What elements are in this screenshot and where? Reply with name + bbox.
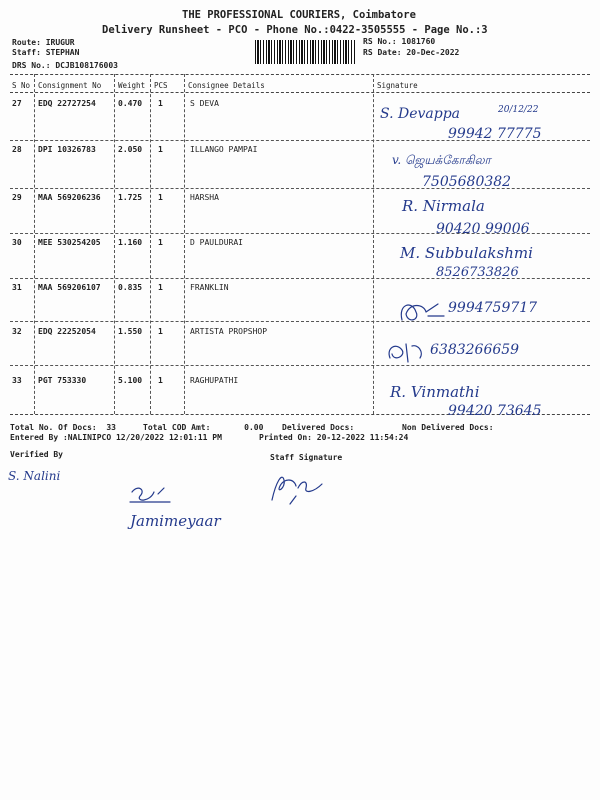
row-pcs: 1 — [158, 327, 163, 336]
table-top-rule — [10, 74, 590, 75]
rs-number: RS No.: 1081760 — [363, 37, 436, 46]
row-consignee: ARTISTA PROPSHOP — [190, 327, 268, 336]
company-title: THE PROFESSIONAL COURIERS, Coimbatore — [182, 9, 416, 21]
row-consignee: FRANKLIN — [190, 283, 229, 292]
printed-on: Printed On: 20-12-2022 11:54:24 — [259, 433, 409, 442]
row-sno: 31 — [12, 283, 22, 292]
row-weight: 1.550 — [118, 327, 143, 336]
signature-row-27 — [378, 98, 588, 148]
col-separator — [184, 74, 185, 414]
col-separator — [114, 74, 115, 414]
staff-signature-scribble — [266, 466, 346, 510]
total-cod: Total COD Amt: 0.00 — [143, 423, 264, 432]
delivered-docs: Delivered Docs: — [282, 423, 355, 432]
row-consignment: MAA 569206107 — [38, 283, 101, 292]
col-separator — [373, 74, 374, 414]
row-weight: 2.050 — [118, 145, 143, 154]
signature-row-28 — [378, 146, 588, 194]
signature-scribble — [401, 304, 444, 320]
col-header-signature: Signature — [377, 81, 418, 90]
row-weight: 0.835 — [118, 283, 143, 292]
row-consignee: ILLANGO PAMPAI — [190, 145, 258, 154]
route-label: Route: IRUGUR — [12, 38, 75, 47]
signature-phone: 7505680382 — [422, 174, 512, 190]
row-pcs: 1 — [158, 193, 163, 202]
col-header-pcs: PCS — [154, 81, 168, 90]
signature-phone: 6383266659 — [430, 342, 520, 358]
signature-scribble — [389, 344, 421, 362]
row-sno: 33 — [12, 376, 22, 385]
signature-name: R. Vinmathi — [390, 383, 480, 401]
signature-scribble — [130, 488, 170, 502]
row-pcs: 1 — [158, 376, 163, 385]
col-header-consignment: Consignment No — [38, 81, 102, 90]
signature-row-32 — [378, 332, 593, 372]
runsheet-subtitle: Delivery Runsheet - PCO - Phone No.:0422-3505555 - Page No.:3 — [102, 24, 488, 36]
signature-name: M. Subbulakshmi — [400, 244, 533, 262]
signature-date: 20/12/22 — [498, 105, 539, 115]
row-sno: 32 — [12, 327, 22, 336]
signature-phone: 99420 73645 — [448, 403, 542, 419]
row-pcs: 1 — [158, 283, 163, 292]
row-consignee: D PAULDURAI — [190, 238, 243, 247]
signature-name: S. Devappa — [380, 106, 461, 122]
row-sno: 29 — [12, 193, 22, 202]
row-consignment: PGT 753330 — [38, 376, 87, 385]
barcode — [255, 40, 355, 64]
row-consignment: EDQ 22727254 — [38, 99, 96, 108]
row-weight: 5.100 — [118, 376, 143, 385]
signature-row-33 — [378, 375, 598, 419]
verified-by-signature — [6, 462, 116, 492]
col-header-sno: S No — [12, 81, 31, 90]
col-separator — [150, 74, 151, 414]
row-consignment: DPI 10326783 — [38, 145, 96, 154]
staff-signature-label: Staff Signature — [270, 453, 343, 462]
row-weight: 1.725 — [118, 193, 143, 202]
row-weight: 0.470 — [118, 99, 143, 108]
row-pcs: 1 — [158, 145, 163, 154]
signature-name: R. Nirmala — [402, 197, 485, 215]
non-delivered-docs: Non Delivered Docs: — [402, 423, 494, 432]
col-header-consignee: Consignee Details — [188, 81, 265, 90]
row-consignee: RAGHUPATHI — [190, 376, 239, 385]
row-pcs: 1 — [158, 238, 163, 247]
drs-number: DRS No.: DCJB108176003 — [12, 61, 118, 70]
verified-by-label: Verified By — [10, 450, 63, 459]
signature-scribble — [272, 477, 322, 504]
row-consignee: S DEVA — [190, 99, 219, 108]
signature-phone: 9994759717 — [448, 300, 538, 316]
signature-phone: 90420 99006 — [436, 221, 530, 237]
staff-label: Staff: STEPHAN — [12, 48, 80, 57]
signature-phone: 8526733826 — [436, 265, 519, 280]
table-header-rule — [10, 92, 590, 93]
row-consignment: EDQ 22252054 — [38, 327, 96, 336]
entered-by: Entered By :NALINIPCO 12/20/2022 12:01:11 PM — [10, 433, 222, 442]
staff-name-text: Jamimeyaar — [130, 512, 221, 530]
col-header-weight: Weight — [118, 81, 146, 90]
total-docs: Total No. Of Docs: 33 — [10, 423, 116, 432]
row-consignee: HARSHA — [190, 193, 219, 202]
signature-row-30 — [378, 238, 588, 282]
signature-phone: 99942 77775 — [448, 126, 542, 142]
row-consignment: MEE 530254205 — [38, 238, 101, 247]
row-sno: 30 — [12, 238, 22, 247]
verified-sign-text: S. Nalini — [8, 469, 61, 483]
row-sno: 28 — [12, 145, 22, 154]
row-consignment: MAA 569206236 — [38, 193, 101, 202]
signature-name: v. ஜெயக்கோகிலா — [392, 153, 491, 167]
signature-row-31 — [378, 290, 593, 330]
row-pcs: 1 — [158, 99, 163, 108]
row-weight: 1.160 — [118, 238, 143, 247]
col-separator — [34, 74, 35, 414]
signature-row-29 — [378, 193, 588, 237]
row-sno: 27 — [12, 99, 22, 108]
rs-date: RS Date: 20-Dec-2022 — [363, 48, 460, 57]
